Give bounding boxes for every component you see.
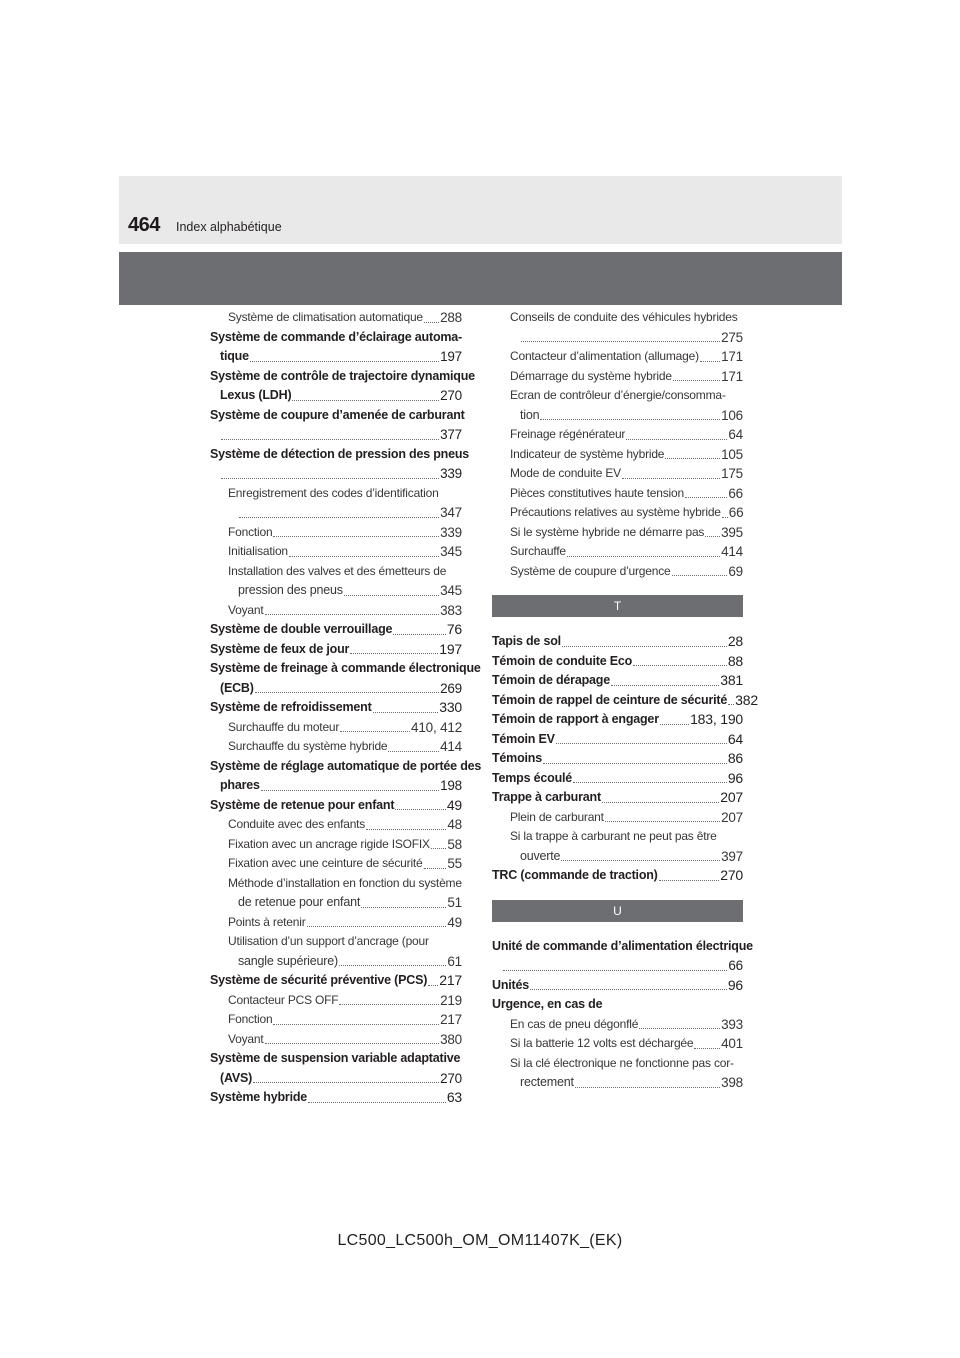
- entry-label: Voyant: [228, 602, 264, 617]
- entry-continuation: [510, 847, 743, 867]
- dot-leader: [273, 1024, 439, 1025]
- index-subentry: [210, 718, 462, 738]
- index-subentry: [492, 1054, 743, 1093]
- dot-leader: [556, 743, 727, 744]
- index-subentry: [492, 808, 743, 828]
- entry-label: Système de détection de pression des pneus: [210, 446, 470, 461]
- dot-leader: [339, 1004, 439, 1005]
- entry-label: Ecran de contrôleur d’énergie/consomma-: [510, 388, 726, 402]
- page-reference: 347: [440, 505, 462, 520]
- index-subentry: [210, 737, 462, 757]
- index-subentry: [210, 562, 462, 601]
- index-subentry: [492, 347, 743, 367]
- dot-leader: [503, 970, 727, 971]
- page-reference: 217: [439, 972, 462, 988]
- dot-leader: [561, 860, 720, 861]
- dot-leader: [700, 361, 720, 362]
- entry-label: Si la batterie 12 volts est déchargée: [510, 1036, 694, 1050]
- index-subentry: [210, 484, 462, 523]
- index-entry: [492, 730, 743, 750]
- entry-continuation: [228, 952, 462, 972]
- page-reference: 270: [720, 867, 743, 883]
- index-subentry: [492, 445, 743, 465]
- entry-label: Témoin EV: [492, 731, 555, 746]
- dot-leader: [543, 763, 727, 764]
- dot-leader: [366, 829, 446, 830]
- page-reference: 269: [440, 680, 462, 696]
- document-code: LC500_LC500h_OM_OM11407K_(EK): [337, 1232, 623, 1249]
- entry-label: Installation des valves et des émetteurs de: [228, 563, 447, 578]
- dot-leader: [395, 809, 445, 810]
- index-entry: [210, 620, 462, 640]
- dot-leader: [622, 478, 720, 479]
- index-subentry: [210, 542, 462, 562]
- entry-label-continued: tion: [520, 407, 540, 422]
- header-dark-band: [119, 252, 842, 305]
- entry-label: Système de climatisation automatique: [228, 310, 423, 324]
- entry-continuation: [210, 386, 462, 406]
- page-reference: 105: [721, 446, 743, 462]
- entry-label: Fixation avec une ceinture de sécurité: [228, 856, 423, 870]
- page-reference: 339: [440, 524, 462, 540]
- index-entry: [492, 976, 743, 996]
- index-entry: [210, 971, 462, 991]
- entry-label: Surchauffe du système hybride: [228, 739, 388, 753]
- page-reference: 380: [440, 1031, 462, 1047]
- entry-continuation: [228, 893, 462, 913]
- entry-label: Système de coupure d’urgence: [510, 563, 671, 578]
- dot-leader: [273, 536, 439, 537]
- entry-continuation: [492, 956, 743, 976]
- index-entry: [210, 367, 475, 406]
- index-entry: [210, 698, 462, 718]
- dot-leader: [424, 868, 447, 869]
- page-number: 464: [128, 214, 160, 236]
- page-reference: 345: [440, 583, 462, 598]
- entry-label: Plein de carburant: [510, 809, 604, 824]
- index-entry: [210, 796, 462, 816]
- dot-leader: [289, 556, 439, 557]
- page-reference: 393: [721, 1016, 743, 1032]
- index-subentry: [492, 562, 743, 582]
- page-reference: 414: [440, 739, 462, 754]
- index-subentry: [210, 854, 462, 874]
- page-reference: 88: [727, 652, 743, 669]
- dot-leader: [221, 439, 439, 440]
- entry-label: TRC (commande de traction): [492, 868, 658, 882]
- page-reference: 270: [440, 388, 462, 403]
- page-reference: 398: [721, 1075, 743, 1090]
- index-entry: [210, 1088, 462, 1108]
- dot-leader: [562, 646, 727, 647]
- entry-label: Fonction: [228, 1012, 273, 1026]
- index-subentry: [492, 503, 743, 523]
- index-subentry: [210, 815, 462, 835]
- dot-leader: [521, 341, 720, 342]
- dot-leader: [626, 439, 727, 440]
- page-reference: 381: [720, 672, 743, 688]
- index-subentry: [492, 367, 743, 387]
- dot-leader: [611, 685, 719, 686]
- index-subentry: [210, 308, 462, 328]
- entry-continuation: [210, 776, 462, 796]
- page-reference: 49: [446, 796, 462, 813]
- dot-leader: [265, 614, 440, 615]
- entry-label: Unité de commande d’alimentation électrique: [492, 938, 753, 953]
- page-reference: 63: [446, 1089, 462, 1105]
- page-reference: 55: [447, 856, 462, 871]
- entry-label: Système hybride: [210, 1090, 308, 1104]
- entry-label: Méthode d’installation en fonction du système: [228, 875, 462, 890]
- page-reference: 76: [446, 621, 462, 637]
- entry-label: Initialisation: [228, 544, 288, 558]
- index-entry: [492, 652, 743, 672]
- index-entry: [492, 632, 743, 652]
- page-reference: 345: [440, 544, 462, 559]
- dot-leader: [602, 802, 719, 803]
- entry-label: Témoin de conduite Eco: [492, 653, 633, 668]
- index-entry: [210, 406, 465, 445]
- dot-leader: [665, 458, 720, 459]
- page-reference: 96: [727, 769, 743, 786]
- entry-continuation: [210, 464, 462, 484]
- page-reference: 66: [728, 958, 743, 973]
- page-reference: 171: [721, 349, 743, 364]
- entry-label: Système de commande d’éclairage automa-: [210, 329, 463, 344]
- page-reference: 106: [721, 407, 743, 423]
- entry-label: Système de refroidissement: [210, 700, 372, 714]
- entry-label: Pièces constitutives haute tension: [510, 485, 684, 500]
- entry-label: Indicateur de système hybride: [510, 446, 665, 461]
- entry-continuation: [210, 679, 462, 699]
- index-subentry: [492, 464, 743, 484]
- entry-continuation: [228, 503, 462, 523]
- entry-label: Si le système hybride ne démarre pas: [510, 524, 705, 539]
- index-column-left: [210, 308, 482, 1108]
- page-reference: 51: [447, 895, 462, 910]
- entry-label: Surchauffe: [510, 544, 566, 558]
- page-reference: 28: [727, 633, 743, 649]
- entry-label-continued: ouverte: [520, 848, 561, 863]
- dot-leader: [261, 790, 439, 791]
- entry-continuation: [510, 406, 743, 426]
- entry-label: Enregistrement des codes d’identification: [228, 485, 439, 500]
- page-reference: 86: [727, 750, 743, 766]
- entry-continuation: [228, 581, 462, 601]
- section-letter-u: U: [492, 900, 743, 922]
- dot-leader: [239, 517, 439, 518]
- dot-leader: [573, 782, 727, 783]
- entry-label-continued: (AVS): [220, 1070, 253, 1085]
- page-reference: 49: [447, 914, 462, 930]
- dot-leader: [373, 712, 439, 713]
- index-subentry: [210, 1030, 462, 1050]
- entry-label: Si la clé électronique ne fonctionne pas cor-: [510, 1055, 734, 1070]
- entry-continuation: [210, 347, 462, 367]
- index-subentry: [492, 1015, 743, 1035]
- entry-label: Freinage régénérateur: [510, 427, 626, 441]
- page-reference: 382: [735, 691, 758, 708]
- dot-leader: [339, 965, 446, 966]
- dot-leader: [431, 848, 447, 849]
- index-entry: [492, 866, 743, 886]
- entry-label: Système de feux de jour: [210, 641, 350, 656]
- index-entry: [210, 640, 462, 660]
- dot-leader: [388, 751, 439, 752]
- page-reference: 339: [440, 466, 462, 481]
- dot-leader: [428, 985, 438, 986]
- dot-leader: [308, 1102, 446, 1103]
- page-reference: 175: [721, 466, 743, 481]
- dot-leader: [393, 634, 446, 635]
- entry-label: Surchauffe du moteur: [228, 719, 340, 734]
- entry-label-continued: (ECB): [220, 680, 254, 695]
- page-reference: 410, 412: [411, 719, 462, 735]
- entry-label: Utilisation d’un support d’ancrage (pour: [228, 934, 429, 948]
- entry-label: Témoin de rappel de ceinture de sécurité: [492, 692, 728, 707]
- entry-label: Unités: [492, 977, 530, 992]
- section-letter-t: T: [492, 595, 743, 617]
- entry-label: Témoin de rapport à engager: [492, 712, 659, 726]
- entry-label-continued: de retenue pour enfant: [238, 895, 361, 909]
- dot-leader: [221, 478, 439, 479]
- entry-label: Contacteur PCS OFF: [228, 992, 339, 1007]
- entry-label: Système de sécurité préventive (PCS): [210, 973, 428, 987]
- page-reference: 414: [721, 544, 743, 559]
- page-reference: 69: [728, 563, 743, 579]
- index-subentry: [492, 542, 743, 562]
- entry-label-continued: sangle supérieure): [238, 953, 338, 968]
- page-reference: 330: [439, 699, 462, 715]
- index-entry: [210, 1049, 462, 1088]
- dot-leader: [728, 704, 734, 705]
- dot-leader: [344, 595, 439, 596]
- dot-leader: [722, 517, 728, 518]
- index-subentry: [210, 1010, 462, 1030]
- entry-continuation: [510, 1073, 743, 1093]
- header-title: Index alphabétique: [176, 220, 282, 234]
- page-reference: 61: [447, 953, 462, 969]
- dot-leader: [250, 361, 439, 362]
- index-entry: [492, 769, 743, 789]
- entry-label-continued: rectement: [520, 1075, 574, 1089]
- dot-leader: [639, 1028, 720, 1029]
- page-reference: 383: [440, 602, 462, 618]
- dot-leader: [705, 536, 720, 537]
- page-reference: 397: [721, 848, 743, 864]
- entry-label-continued: phares: [220, 778, 260, 792]
- index-subentry: [210, 932, 462, 971]
- index-subentry: [210, 991, 462, 1011]
- index-subentry: [492, 1034, 743, 1054]
- page-reference: 219: [440, 992, 462, 1008]
- entry-label: En cas de pneu dégonflé: [510, 1016, 639, 1031]
- page-reference: 171: [721, 368, 743, 384]
- entry-label: Voyant: [228, 1031, 264, 1046]
- page-reference: 377: [440, 427, 462, 442]
- index-entry: [210, 445, 470, 484]
- dot-leader: [633, 665, 727, 666]
- page-reference: 66: [728, 485, 743, 501]
- dot-leader: [540, 419, 720, 420]
- dot-leader: [265, 1043, 440, 1044]
- index-subentry: [210, 874, 462, 913]
- entry-label: Témoins: [492, 751, 542, 765]
- entry-continuation: [510, 328, 743, 348]
- dot-leader: [253, 1082, 439, 1083]
- entry-label: Urgence, en cas de: [492, 997, 603, 1011]
- dot-leader: [575, 1087, 720, 1088]
- page-reference: 288: [440, 310, 462, 325]
- dot-leader: [361, 907, 446, 908]
- index-subentry: [210, 523, 462, 543]
- page-reference: 395: [721, 524, 743, 540]
- entry-label: Mode de conduite EV: [510, 466, 621, 480]
- dot-leader: [694, 1048, 720, 1049]
- index-entry: [492, 691, 758, 711]
- index-entry: [492, 671, 743, 691]
- index-entry: [210, 757, 482, 796]
- index-subentry: [210, 601, 462, 621]
- entry-label-continued: pression des pneus: [238, 583, 343, 597]
- entry-label: Précautions relatives au système hybride: [510, 505, 721, 519]
- entry-label: Fixation avec un ancrage rigide ISOFIX: [228, 836, 430, 851]
- entry-label: Système de double verrouillage: [210, 622, 393, 636]
- entry-label: Points à retenir: [228, 914, 306, 929]
- index-entry: [492, 749, 743, 769]
- entry-label-continued: tique: [220, 349, 249, 363]
- page-reference: 275: [721, 329, 743, 345]
- dot-leader: [685, 497, 727, 498]
- entry-label: Démarrage du système hybride: [510, 368, 672, 383]
- dot-leader: [660, 724, 689, 725]
- page-reference: 183, 190: [690, 711, 743, 727]
- index-subentry: [492, 386, 743, 425]
- dot-leader: [605, 821, 720, 822]
- dot-leader: [340, 731, 410, 732]
- entry-label: Témoin de dérapage: [492, 673, 610, 687]
- entry-label: Trappe à carburant: [492, 790, 601, 804]
- dot-leader: [530, 989, 727, 990]
- index-column-right: [492, 308, 758, 1093]
- page-reference: 66: [728, 505, 744, 520]
- dot-leader: [255, 692, 439, 693]
- entry-label: Système de suspension variable adaptative: [210, 1051, 461, 1065]
- entry-label: Système de retenue pour enfant: [210, 797, 395, 812]
- index-subentry: [492, 827, 743, 866]
- index-subentry: [210, 835, 462, 855]
- dot-leader: [659, 880, 720, 881]
- page-reference: 207: [720, 789, 743, 805]
- page-reference: 401: [721, 1036, 743, 1051]
- dot-leader: [307, 926, 447, 927]
- entry-label-continued: Lexus (LDH): [220, 388, 292, 402]
- page-reference: 96: [727, 976, 743, 993]
- page-reference: 197: [439, 640, 462, 657]
- entry-label: Système de contrôle de trajectoire dynamique: [210, 368, 475, 383]
- index-entry: [492, 788, 743, 808]
- index-subentry: [492, 308, 743, 347]
- entry-label: Système de freinage à commande électronique: [210, 661, 481, 675]
- page-reference: 58: [447, 836, 462, 852]
- dot-leader: [673, 380, 720, 381]
- page-reference: 198: [440, 778, 462, 793]
- index-subentry: [492, 425, 743, 445]
- page-reference: 197: [440, 349, 462, 364]
- dot-leader: [672, 575, 728, 576]
- index-entry: [210, 659, 481, 698]
- entry-label: Contacteur d’alimentation (allumage): [510, 349, 699, 363]
- page-reference: 207: [721, 809, 743, 825]
- entry-label: Temps écoulé: [492, 770, 573, 785]
- entry-label: Conduite avec des enfants: [228, 817, 366, 831]
- entry-label: Conseils de conduite des véhicules hybrides: [510, 310, 738, 324]
- dot-leader: [424, 322, 439, 323]
- index-subentry: [492, 484, 743, 504]
- entry-label: Système de coupure d’amenée de carburant: [210, 407, 465, 422]
- page-reference: 48: [447, 817, 462, 832]
- page-reference: 64: [728, 427, 743, 442]
- index-entry: [492, 710, 743, 730]
- page-reference: 270: [440, 1070, 462, 1086]
- entry-label: Fonction: [228, 524, 273, 539]
- entry-label: Tapis de sol: [492, 634, 561, 648]
- index-subentry: [210, 913, 462, 933]
- entry-continuation: [210, 1069, 462, 1089]
- index-entry: [210, 328, 462, 367]
- index-subentry: [492, 523, 743, 543]
- page-reference: 217: [440, 1012, 462, 1027]
- entry-label: Si la trappe à carburant ne peut pas être: [510, 829, 717, 843]
- entry-continuation: [210, 425, 462, 445]
- index-entry: [492, 995, 743, 1015]
- dot-leader: [567, 556, 720, 557]
- entry-label: Système de réglage automatique de portée des: [210, 758, 482, 773]
- dot-leader: [292, 400, 439, 401]
- page-reference: 64: [727, 730, 743, 747]
- index-entry: [492, 937, 753, 976]
- dot-leader: [350, 653, 438, 654]
